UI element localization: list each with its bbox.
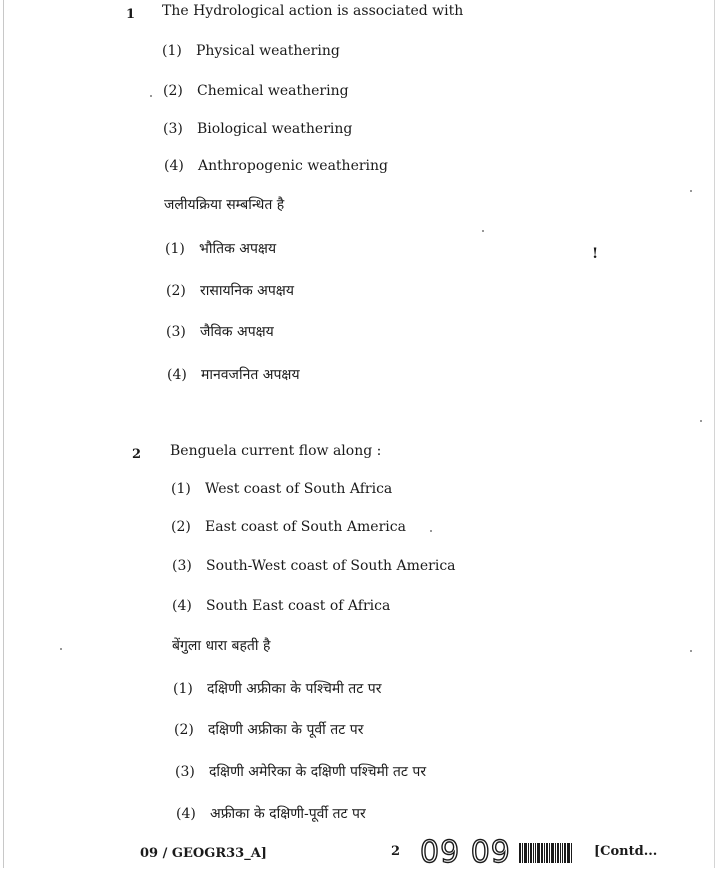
option-text: रासायनिक अपक्षय	[200, 283, 294, 299]
option-text: जैविक अपक्षय	[200, 324, 274, 340]
option-text: South-West coast of South America	[206, 558, 456, 574]
option-text: मानवजनित अपक्षय	[201, 367, 300, 383]
scan-speck	[482, 230, 484, 232]
barcode	[519, 843, 573, 863]
option-text: Anthropogenic weathering	[198, 158, 389, 174]
option-text: अफ्रीका के दक्षिणी-पूर्वी तट पर	[210, 806, 366, 822]
option-number: (2)	[166, 283, 186, 299]
scan-speck	[700, 420, 702, 422]
option-number: (3)	[163, 121, 183, 137]
option-number: (1)	[171, 481, 191, 497]
q1-hindi-option-4	[167, 366, 300, 384]
scan-speck	[150, 95, 152, 97]
option-number: (3)	[166, 324, 186, 340]
scan-speck	[690, 190, 692, 192]
option-number: (2)	[163, 83, 183, 99]
option-number: (1)	[162, 43, 182, 59]
q2-option-4	[172, 597, 390, 615]
page-edge-right	[714, 0, 715, 868]
page-edge-left	[3, 0, 4, 868]
option-number: (2)	[174, 722, 194, 738]
option-number: (4)	[176, 806, 196, 822]
q2-option-2	[171, 518, 406, 536]
q1-option-3	[163, 120, 352, 138]
option-number: (2)	[171, 519, 191, 535]
option-text: Chemical weathering	[197, 83, 349, 99]
option-text: West coast of South Africa	[205, 481, 393, 497]
scan-speck	[430, 530, 432, 532]
question-2-number: 2	[132, 447, 142, 462]
page-number: 2	[391, 844, 401, 859]
option-text: Biological weathering	[197, 121, 353, 137]
option-number: (1)	[173, 681, 193, 697]
option-text: Physical weathering	[196, 43, 340, 59]
paper-code: 09 / GEOGR33_A]	[140, 846, 267, 861]
q2-hindi-option-4	[176, 805, 366, 823]
continued-label: [Contd...	[594, 844, 658, 859]
q1-hindi-option-1	[165, 240, 276, 258]
q1-hindi-option-3	[166, 323, 274, 341]
option-text: दक्षिणी अफ्रीका के पूर्वी तट पर	[208, 722, 364, 738]
option-number: (4)	[167, 367, 187, 383]
question-2-hindi-text: बेंगुला धारा बहती है	[172, 638, 271, 654]
scan-speck	[60, 648, 62, 650]
q2-option-3	[172, 557, 456, 575]
q1-option-1	[162, 42, 340, 60]
option-number: (1)	[165, 241, 185, 257]
option-text: South East coast of Africa	[206, 598, 391, 614]
q1-option-4	[164, 157, 388, 175]
option-number: (3)	[175, 764, 195, 780]
question-1-number: 1	[126, 7, 136, 22]
option-text: भौतिक अपक्षय	[199, 241, 277, 257]
q2-hindi-option-3	[175, 763, 426, 781]
option-text: दक्षिणी अफ्रीका के पश्चिमी तट पर	[207, 681, 382, 697]
stray-mark: !	[592, 246, 599, 262]
question-1-hindi-text: जलीयक्रिया सम्बन्धित है	[164, 197, 285, 213]
option-number: (4)	[172, 598, 192, 614]
scan-speck	[690, 650, 692, 652]
q1-option-2	[163, 82, 349, 100]
q2-hindi-option-2	[174, 721, 363, 739]
question-2-text: Benguela current flow along :	[170, 443, 382, 459]
q2-option-1	[171, 480, 392, 498]
option-number: (4)	[164, 158, 184, 174]
option-text: दक्षिणी अमेरिका के दक्षिणी पश्चिमी तट पर	[209, 764, 427, 780]
q2-hindi-option-1	[173, 680, 381, 698]
series-code: 09 09	[420, 835, 511, 870]
question-1-text: The Hydrological action is associated with	[162, 3, 464, 19]
q1-hindi-option-2	[166, 282, 294, 300]
option-number: (3)	[172, 558, 192, 574]
option-text: East coast of South America	[205, 519, 406, 535]
